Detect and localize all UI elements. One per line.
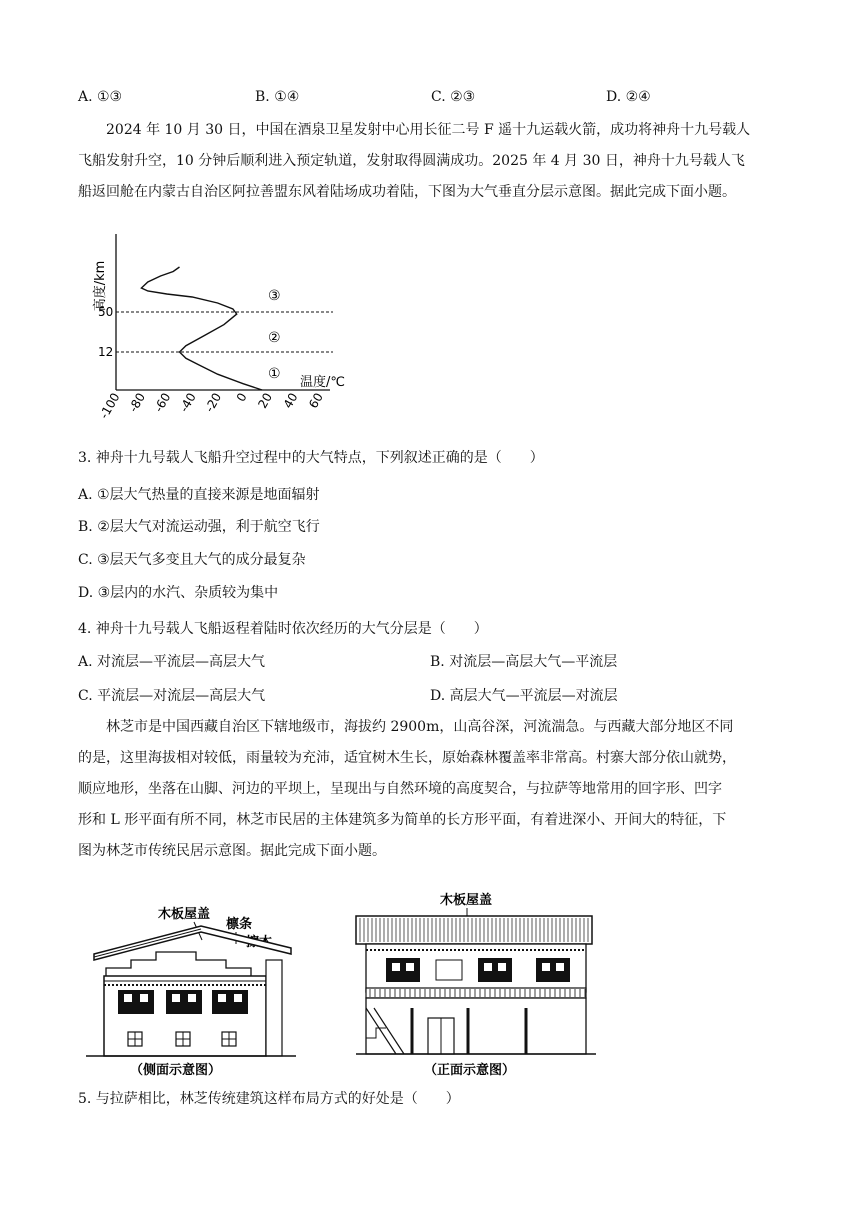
y-tick-50: 50	[98, 305, 114, 319]
passage-line: 的是，这里海拔相对较低，雨量较为充沛，适宜树木生长，原始森林覆盖率非常高。村寨大部分依山就势，	[78, 750, 736, 766]
y-axis-label: 高度/km	[93, 260, 108, 312]
q4-option-b: B. 对流层—高层大气—平流层	[430, 654, 618, 670]
x-tick-label: 60	[306, 390, 326, 411]
temperature-curve	[141, 267, 262, 390]
q2-option-a: A. ①③	[78, 89, 123, 105]
x-tick-label: -20	[202, 390, 225, 415]
passage-spacecraft	[78, 115, 790, 208]
front-roof	[356, 916, 592, 944]
front-caption: （正面示意图）	[424, 1063, 516, 1078]
q3-stem: 3. 神舟十九号载人飞船升空过程中的大气特点，下列叙述正确的是（ ）	[78, 450, 544, 466]
layer-label-3: ③	[268, 288, 281, 304]
label-purlin: 檩条	[226, 917, 253, 932]
x-tick-labels	[97, 391, 326, 422]
passage-line: 2024 年 10 月 30 日，中国在酒泉卫星发射中心用长征二号 F 遥十九运载火箭，成功将神舟十九号载人	[106, 122, 751, 138]
passage-line: 形和 L 形平面有所不同，林芝市民居的主体建筑多为简单的长方形平面，有着进深小、开间大的特征，下	[78, 812, 727, 828]
layer-label-1: ①	[268, 366, 281, 382]
side-caption: （侧面示意图）	[130, 1063, 222, 1078]
front-label-roof: 木板屋盖	[440, 893, 493, 908]
passage-line: 图为林芝市传统民居示意图。据此完成下面小题。	[78, 843, 386, 859]
passage-line: 林芝市是中国西藏自治区下辖地级市，海拔约 2900m，山高谷深，河流湍急。与西藏大部分地区不同	[106, 719, 734, 735]
q2-option-d: D. ②④	[606, 89, 651, 105]
q4-stem: 4. 神舟十九号载人飞船返程着陆时依次经历的大气分层是（ ）	[78, 621, 488, 637]
q5-stem: 5. 与拉萨相比，林芝传统建筑这样布局方式的好处是（ ）	[78, 1091, 460, 1107]
x-tick-label: -80	[126, 390, 148, 415]
x-tick-label: 20	[255, 390, 276, 411]
q3-option-d: D. ③层内的水汽、杂质较为集中	[78, 585, 279, 601]
x-axis-label: 温度/℃	[300, 375, 345, 390]
passage-line: 顺应地形，坐落在山脚、河边的平坝上，呈现出与自然环境的高度契合，与拉萨等地常用的回字形、凹字	[78, 781, 722, 797]
x-tick-label: 0	[233, 390, 250, 405]
passage-line: 飞船发射升空，10 分钟后顺利进入预定轨道，发射取得圆满成功。2025 年 4 月 30 日，神舟十九号载人飞	[78, 153, 745, 169]
q4-option-d: D. 高层大气—平流层—对流层	[430, 688, 618, 704]
x-tick-label: -100	[96, 390, 123, 422]
passage-nyingchi	[78, 712, 790, 867]
q4-option-c: C. 平流层—对流层—高层大气	[78, 688, 266, 704]
x-tick-label: -60	[151, 390, 174, 415]
house-front-view	[352, 888, 602, 1078]
layer-label-2: ②	[268, 330, 281, 346]
x-tick-label: 40	[280, 390, 301, 411]
q3-option-a: A. ①层大气热量的直接来源是地面辐射	[78, 487, 320, 503]
y-tick-12: 12	[98, 345, 114, 359]
x-tick-label: -40	[176, 390, 199, 415]
q2-option-c: C. ②③	[431, 89, 476, 105]
passage-line: 船返回舱在内蒙古自治区阿拉善盟东风着陆场成功着陆，下图为大气垂直分层示意图。据此完成下面小题。	[78, 184, 736, 200]
q3-option-c: C. ③层天气多变且大气的成分最复杂	[78, 552, 306, 568]
q2-option-b: B. ①④	[255, 89, 300, 105]
atmosphere-layer-chart	[78, 226, 348, 436]
q4-option-a: A. 对流层—平流层—高层大气	[78, 654, 266, 670]
house-side-view	[86, 888, 301, 1078]
label-roof: 木板屋盖	[158, 907, 211, 922]
q3-option-b: B. ②层大气对流运动强，利于航空飞行	[78, 519, 320, 535]
